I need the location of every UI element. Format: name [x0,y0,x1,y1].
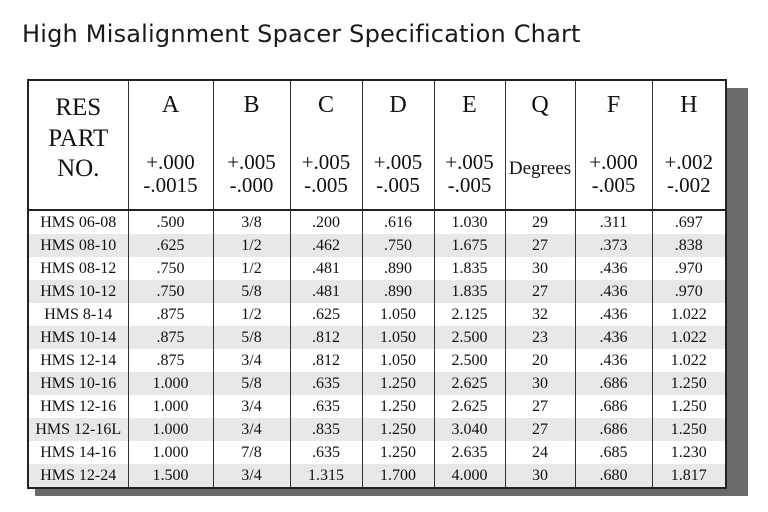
cell-q: 32 [505,303,575,326]
cell-a: 1.000 [128,372,213,395]
table-row [29,280,725,303]
cell-a: .875 [128,303,213,326]
tol-plus: +.005 [445,150,494,174]
cell-d: 1.050 [362,326,434,349]
tol-plus: +.002 [664,150,714,174]
table-body [29,210,725,487]
header-col-f [575,81,652,210]
cell-h: 1.817 [652,464,725,487]
table-row [29,441,725,464]
cell-c: .835 [290,418,362,441]
cell-b: 1/2 [213,234,290,257]
cell-d: 1.250 [362,395,434,418]
tol-minus: -.005 [447,173,492,198]
cell-f: .680 [575,464,652,487]
cell-c: .812 [290,326,362,349]
cell-part-no: HMS 12-24 [29,464,128,487]
header-unit-degrees: Degrees [508,158,572,179]
cell-b: 3/4 [213,349,290,372]
header-part-line: RES [55,94,102,121]
header-col-d [362,81,434,210]
cell-part-no: HMS 10-16 [29,372,128,395]
cell-h: .970 [652,280,725,303]
cell-b: 3/4 [213,464,290,487]
tol-minus: -.005 [591,173,636,198]
tol-minus: -.005 [376,173,420,198]
cell-part-no: HMS 8-14 [29,303,128,326]
table-row [29,418,725,441]
header-col-q [505,81,575,210]
cell-h: 1.250 [652,418,725,441]
header-col-h [652,81,725,210]
cell-f: .311 [575,210,652,234]
tol-plus: +.000 [589,150,638,174]
cell-q: 27 [505,234,575,257]
cell-part-no: HMS 12-16L [29,418,128,441]
cell-c: .462 [290,234,362,257]
cell-f: .685 [575,441,652,464]
header-part-line: PART [48,124,109,152]
cell-q: 29 [505,210,575,234]
cell-b: 7/8 [213,441,290,464]
tol-minus: -.002 [666,173,711,198]
header-part-no [29,81,128,210]
cell-f: .686 [575,395,652,418]
cell-a: 1.000 [128,418,213,441]
table-row [29,464,725,487]
tol-minus: -.000 [229,173,274,198]
cell-d: .890 [362,257,434,280]
cell-e: 2.500 [434,326,505,349]
cell-part-no: HMS 08-10 [29,234,128,257]
cell-f: .436 [575,257,652,280]
cell-e: 1.835 [434,257,505,280]
cell-q: 30 [505,372,575,395]
cell-f: .686 [575,372,652,395]
cell-f: .436 [575,326,652,349]
header-label: Q [531,92,549,118]
cell-h: .970 [652,257,725,280]
spec-table [27,79,727,489]
cell-d: 1.250 [362,372,434,395]
tol-plus: +.005 [227,150,276,174]
cell-part-no: HMS 06-08 [29,210,128,234]
table-row [29,395,725,418]
header-label: B [243,92,260,118]
cell-b: 3/8 [213,210,290,234]
header-label: A [161,92,180,118]
cell-c: .200 [290,210,362,234]
cell-e: 2.125 [434,303,505,326]
cell-a: .875 [128,326,213,349]
table-row [29,349,725,372]
cell-c: .481 [290,280,362,303]
tol-plus: +.000 [146,150,195,174]
page-title: High Misalignment Spacer Specification Chart [22,20,581,48]
cell-a: .750 [128,257,213,280]
header-part-line: NO. [57,155,100,182]
cell-q: 30 [505,257,575,280]
header-col-a [128,81,213,210]
cell-b: 5/8 [213,372,290,395]
table-row [29,372,725,395]
cell-b: 5/8 [213,326,290,349]
cell-b: 3/4 [213,395,290,418]
cell-f: .373 [575,234,652,257]
cell-e: 2.635 [434,441,505,464]
cell-e: 3.040 [434,418,505,441]
cell-d: 1.250 [362,418,434,441]
cell-b: 1/2 [213,303,290,326]
cell-c: .625 [290,303,362,326]
cell-d: 1.050 [362,303,434,326]
cell-c: .812 [290,349,362,372]
cell-d: 1.250 [362,441,434,464]
cell-f: .686 [575,418,652,441]
table-row [29,257,725,280]
cell-d: .616 [362,210,434,234]
cell-b: 5/8 [213,280,290,303]
cell-part-no: HMS 14-16 [29,441,128,464]
cell-d: .750 [362,234,434,257]
tol-plus: +.005 [373,150,423,174]
header-label: E [462,92,477,118]
cell-e: 2.500 [434,349,505,372]
cell-e: 1.835 [434,280,505,303]
cell-f: .436 [575,303,652,326]
cell-a: 1.000 [128,395,213,418]
cell-a: .625 [128,234,213,257]
cell-c: .635 [290,372,362,395]
cell-h: 1.230 [652,441,725,464]
tol-plus: +.005 [301,150,351,174]
cell-c: .635 [290,395,362,418]
cell-h: 1.250 [652,395,725,418]
cell-f: .436 [575,280,652,303]
cell-d: 1.050 [362,349,434,372]
cell-h: .697 [652,210,725,234]
cell-e: 1.675 [434,234,505,257]
cell-b: 3/4 [213,418,290,441]
cell-c: .481 [290,257,362,280]
cell-q: 27 [505,418,575,441]
cell-f: .436 [575,349,652,372]
cell-d: .890 [362,280,434,303]
cell-a: 1.500 [128,464,213,487]
cell-e: 2.625 [434,395,505,418]
header-label: C [317,92,334,118]
table-row [29,234,725,257]
cell-q: 30 [505,464,575,487]
header-label: F [606,92,621,118]
cell-q: 27 [505,280,575,303]
cell-c: 1.315 [290,464,362,487]
cell-e: 2.625 [434,372,505,395]
tol-minus: -.005 [304,173,348,198]
cell-e: 1.030 [434,210,505,234]
cell-q: 24 [505,441,575,464]
cell-q: 20 [505,349,575,372]
cell-part-no: HMS 12-14 [29,349,128,372]
tol-minus: -.0015 [143,173,198,198]
cell-a: 1.000 [128,441,213,464]
cell-q: 27 [505,395,575,418]
cell-h: 1.250 [652,372,725,395]
cell-a: .750 [128,280,213,303]
header-col-e [434,81,505,210]
cell-a: .500 [128,210,213,234]
cell-part-no: HMS 12-16 [29,395,128,418]
table-row [29,303,725,326]
cell-h: 1.022 [652,349,725,372]
cell-part-no: HMS 08-12 [29,257,128,280]
cell-h: 1.022 [652,326,725,349]
cell-part-no: HMS 10-12 [29,280,128,303]
cell-a: .875 [128,349,213,372]
table-row [29,326,725,349]
header-label: H [680,92,698,118]
cell-c: .635 [290,441,362,464]
header-col-b [213,81,290,210]
header-col-c [290,81,362,210]
table-row [29,210,725,234]
cell-h: .838 [652,234,725,257]
cell-h: 1.022 [652,303,725,326]
cell-q: 23 [505,326,575,349]
header-label: D [389,92,407,118]
cell-e: 4.000 [434,464,505,487]
cell-part-no: HMS 10-14 [29,326,128,349]
cell-b: 1/2 [213,257,290,280]
cell-d: 1.700 [362,464,434,487]
table-header-row [29,81,725,210]
